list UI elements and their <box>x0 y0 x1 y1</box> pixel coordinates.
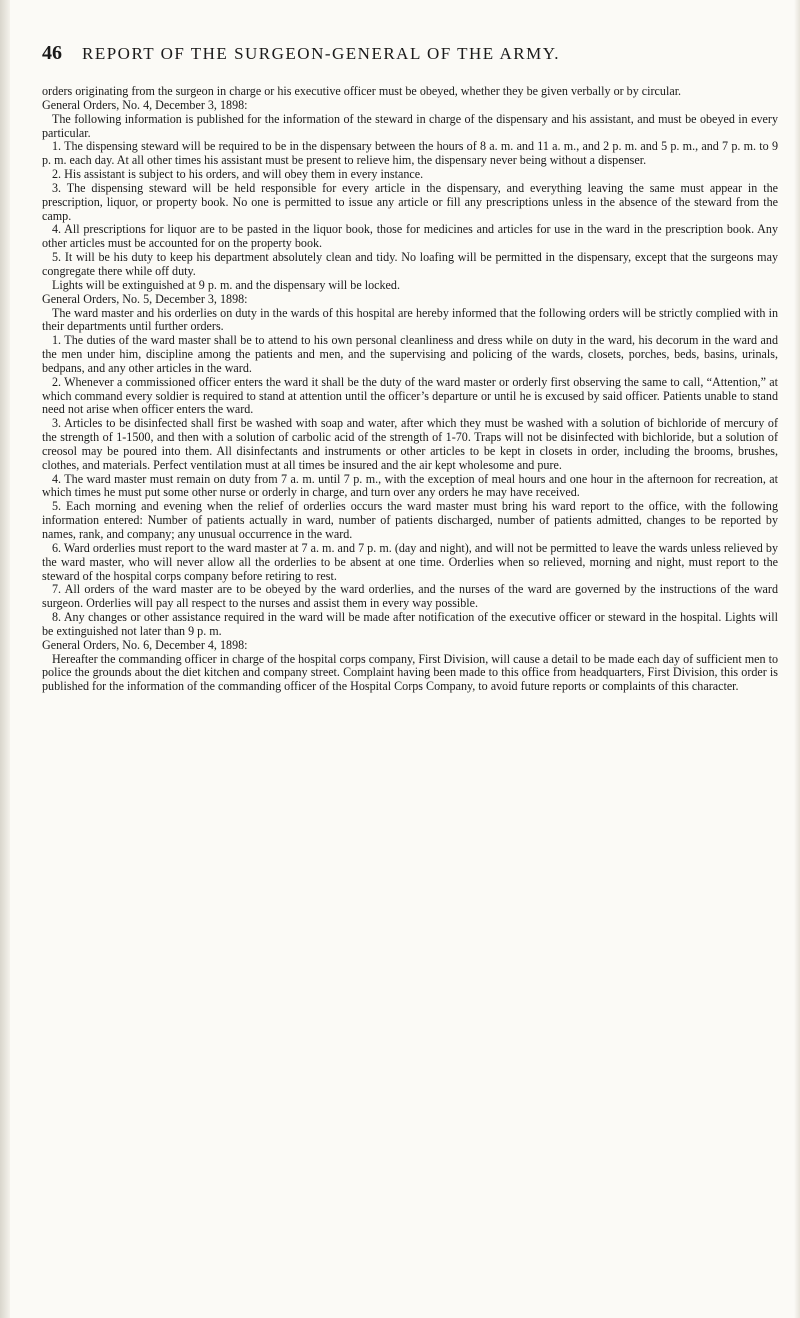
body-text <box>42 85 778 694</box>
paragraph: The ward master and his orderlies on duty in the wards of this hospital are hereby informed that the following orders will be strictly complied with in their departments until further orders. <box>42 305 778 334</box>
paragraph: 3. Articles to be disinfected shall first be washed with soap and water, after which they must be washed with a solution of bichloride of mercury of the strength of 1-1500, and then with a solution of carbolic acid of the strength of 1-70. Traps will not be disinfected with bichloride, but a solution of creosol may be poured into them. All disinfectants and instruments or other articles to be kept in closets in order, including the brooms, brushes, clothes, and materials. Perfect ventilation must at all times be insured and the air kept wholesome and pure. <box>42 416 778 472</box>
running-head: REPORT OF THE SURGEON-GENERAL OF THE ARMY. <box>82 44 561 63</box>
paragraph: 7. All orders of the ward master are to be obeyed by the ward orderlies, and the nurses of the ward are governed by the instructions of the ward surgeon. Orderlies will pay all respect to the nurses and assist them in every way possible. <box>42 582 778 611</box>
order-heading: General Orders, No. 5, December 3, 1898: <box>42 291 248 306</box>
page-edge <box>794 0 800 1318</box>
paragraph: 5. Each morning and evening when the relief of orderlies occurs the ward master must bring his ward report to the office, with the following information entered: Number of patients actually in ward, number of patients discharged, number of patients admitted, changes to be reported by names, rank, and company; any unusual occurrence in the ward. <box>42 499 778 541</box>
paragraph: 4. All prescriptions for liquor are to be pasted in the liquor book, those for medicines and articles for use in the ward in the prescription book. Any other articles must be accounted for on the property book. <box>42 222 778 251</box>
paragraph: 4. The ward master must remain on duty from 7 a. m. until 7 p. m., with the exception of meal hours and one hour in the afternoon for recreation, at which times he must put some other nurse or orderly in charge, and turn over any orders he may have received. <box>42 471 778 500</box>
page-number: 46 <box>42 42 62 64</box>
paragraph: 3. The dispensing steward will be held responsible for every article in the dispensary, and everything leaving the same must appear in the prescription, liquor, or property book. No one is permitted to issue any article or fill any prescriptions unless in the absence of the steward from the camp. <box>42 180 778 223</box>
order-heading: General Orders, No. 4, December 3, 1898: <box>42 97 248 112</box>
paragraph: Hereafter the commanding officer in charge of the hospital corps company, First Division, will cause a detail to be made each day of sufficient men to police the grounds about the diet kitchen and company street. Complaint having been made to this office from headquarters, First Division, this order is published for the information of the commanding officer of the Hospital Corps Company, to avoid future reports or complaints of this character. <box>42 651 778 694</box>
binding-edge <box>0 0 10 1318</box>
paragraph: 5. It will be his duty to keep his department absolutely clean and tidy. No loafing will be permitted in the dispensary, except that the surgeons may congregate there while off duty. <box>42 250 778 278</box>
paragraph: The following information is published for the information of the steward in charge of the dispensary and his assistant, and must be obeyed in every particular. <box>42 111 778 140</box>
paragraph: 6. Ward orderlies must report to the ward master at 7 a. m. and 7 p. m. (day and night), and will not be permitted to leave the wards unless relieved by the ward master, who will never allow all the orderlies to be absent at one time. Orderlies when so relieved, morning and night, must report to the steward of the hospital corps company before retiring to rest. <box>42 540 778 583</box>
paragraph: 1. The duties of the ward master shall be to attend to his own personal cleanliness and dress while on duty in the ward, his decorum in the ward and the men under him, discipline among the patients and men, and the supervising and policing of the wards, closets, porches, beds, basins, urinals, bedpans, and any other articles in the ward. <box>42 333 778 375</box>
order-heading: General Orders, No. 6, December 4, 1898: <box>42 637 248 652</box>
page-header <box>42 42 778 65</box>
paragraph: orders originating from the surgeon in charge or his executive officer must be obeyed, whether they be given verbally or by circular. <box>42 84 682 98</box>
paragraph: Lights will be extinguished at 9 p. m. and the dispensary will be locked. <box>52 277 400 292</box>
paragraph: 1. The dispensing steward will be required to be in the dispensary between the hours of 8 a. m. and 11 a. m., and 2 p. m. and 5 p. m., and 7 p. m. to 9 p. m. each day. At all other times his assistant must be present to relieve him, the dispensary never being without a dispenser. <box>42 139 778 168</box>
paragraph: 2. His assistant is subject to his orders, and will obey them in every instance. <box>52 167 424 182</box>
paragraph: 8. Any changes or other assistance required in the ward will be made after notification of the executive officer or steward in the hospital. Lights will be extinguished not later than 9 p. m. <box>42 610 778 638</box>
paragraph: 2. Whenever a commissioned officer enters the ward it shall be the duty of the ward master or orderly first observing the same to call, “Attention,” at which command every soldier is required to stand at attention until the officer’s departure or until he is excused by said officer. Patients unable to stand need not arise when officer enters the ward. <box>42 374 778 417</box>
